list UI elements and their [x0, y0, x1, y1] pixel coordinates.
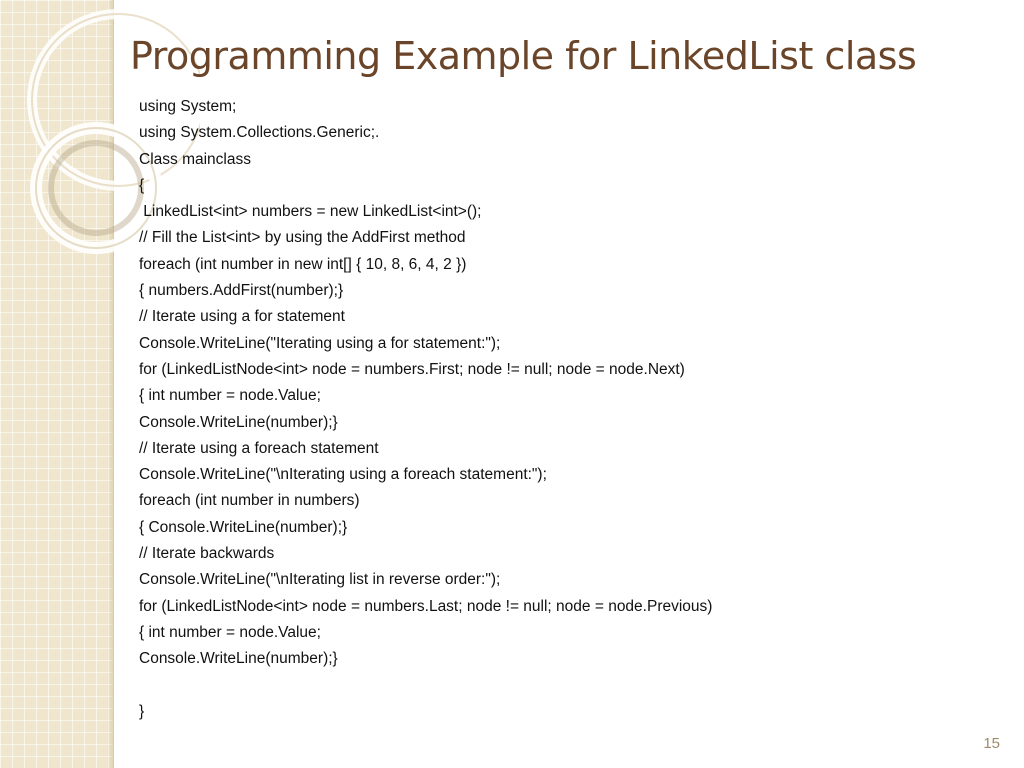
code-line: for (LinkedListNode<int> node = numbers.First; node != null; node = node.Next): [139, 360, 685, 378]
code-line: {: [139, 176, 145, 194]
code-line: LinkedList<int> numbers = new LinkedList<int>();: [139, 203, 482, 221]
code-line: // Iterate using a foreach statement: [139, 439, 379, 457]
code-line: foreach (int number in new int[] { 10, 8, 6, 4, 2 }): [139, 255, 467, 273]
code-line: { int number = node.Value;: [139, 623, 321, 641]
code-line: // Iterate backwards: [139, 545, 275, 563]
code-line: Console.WriteLine("\nIterating list in reverse order:");: [139, 571, 501, 589]
code-line: // Iterate using a for statement: [139, 308, 345, 326]
code-line: { Console.WriteLine(number);}: [139, 518, 348, 536]
code-line: Console.WriteLine(number);}: [139, 650, 338, 668]
slide-title: Programming Example for LinkedList class: [130, 34, 917, 78]
code-line: { numbers.AddFirst(number);}: [139, 282, 344, 300]
code-line: Console.WriteLine("\nIterating using a foreach statement:");: [139, 466, 547, 484]
code-line: Class mainclass: [139, 150, 251, 168]
code-block: [139, 94, 712, 725]
code-line: }: [139, 702, 145, 720]
code-line: foreach (int number in numbers): [139, 492, 360, 510]
code-line: using System;: [139, 98, 237, 115]
code-line: // Fill the List<int> by using the AddFirst method: [139, 229, 466, 247]
code-line: [139, 673, 712, 699]
code-line: Console.WriteLine(number);}: [139, 413, 338, 431]
code-line: for (LinkedListNode<int> node = numbers.Last; node != null; node = node.Previous): [139, 597, 713, 615]
code-line: using System.Collections.Generic;.: [139, 124, 380, 142]
code-line: { int number = node.Value;: [139, 387, 321, 405]
code-line: Console.WriteLine("Iterating using a for statement:");: [139, 334, 501, 352]
page-number: 15: [983, 735, 1000, 752]
